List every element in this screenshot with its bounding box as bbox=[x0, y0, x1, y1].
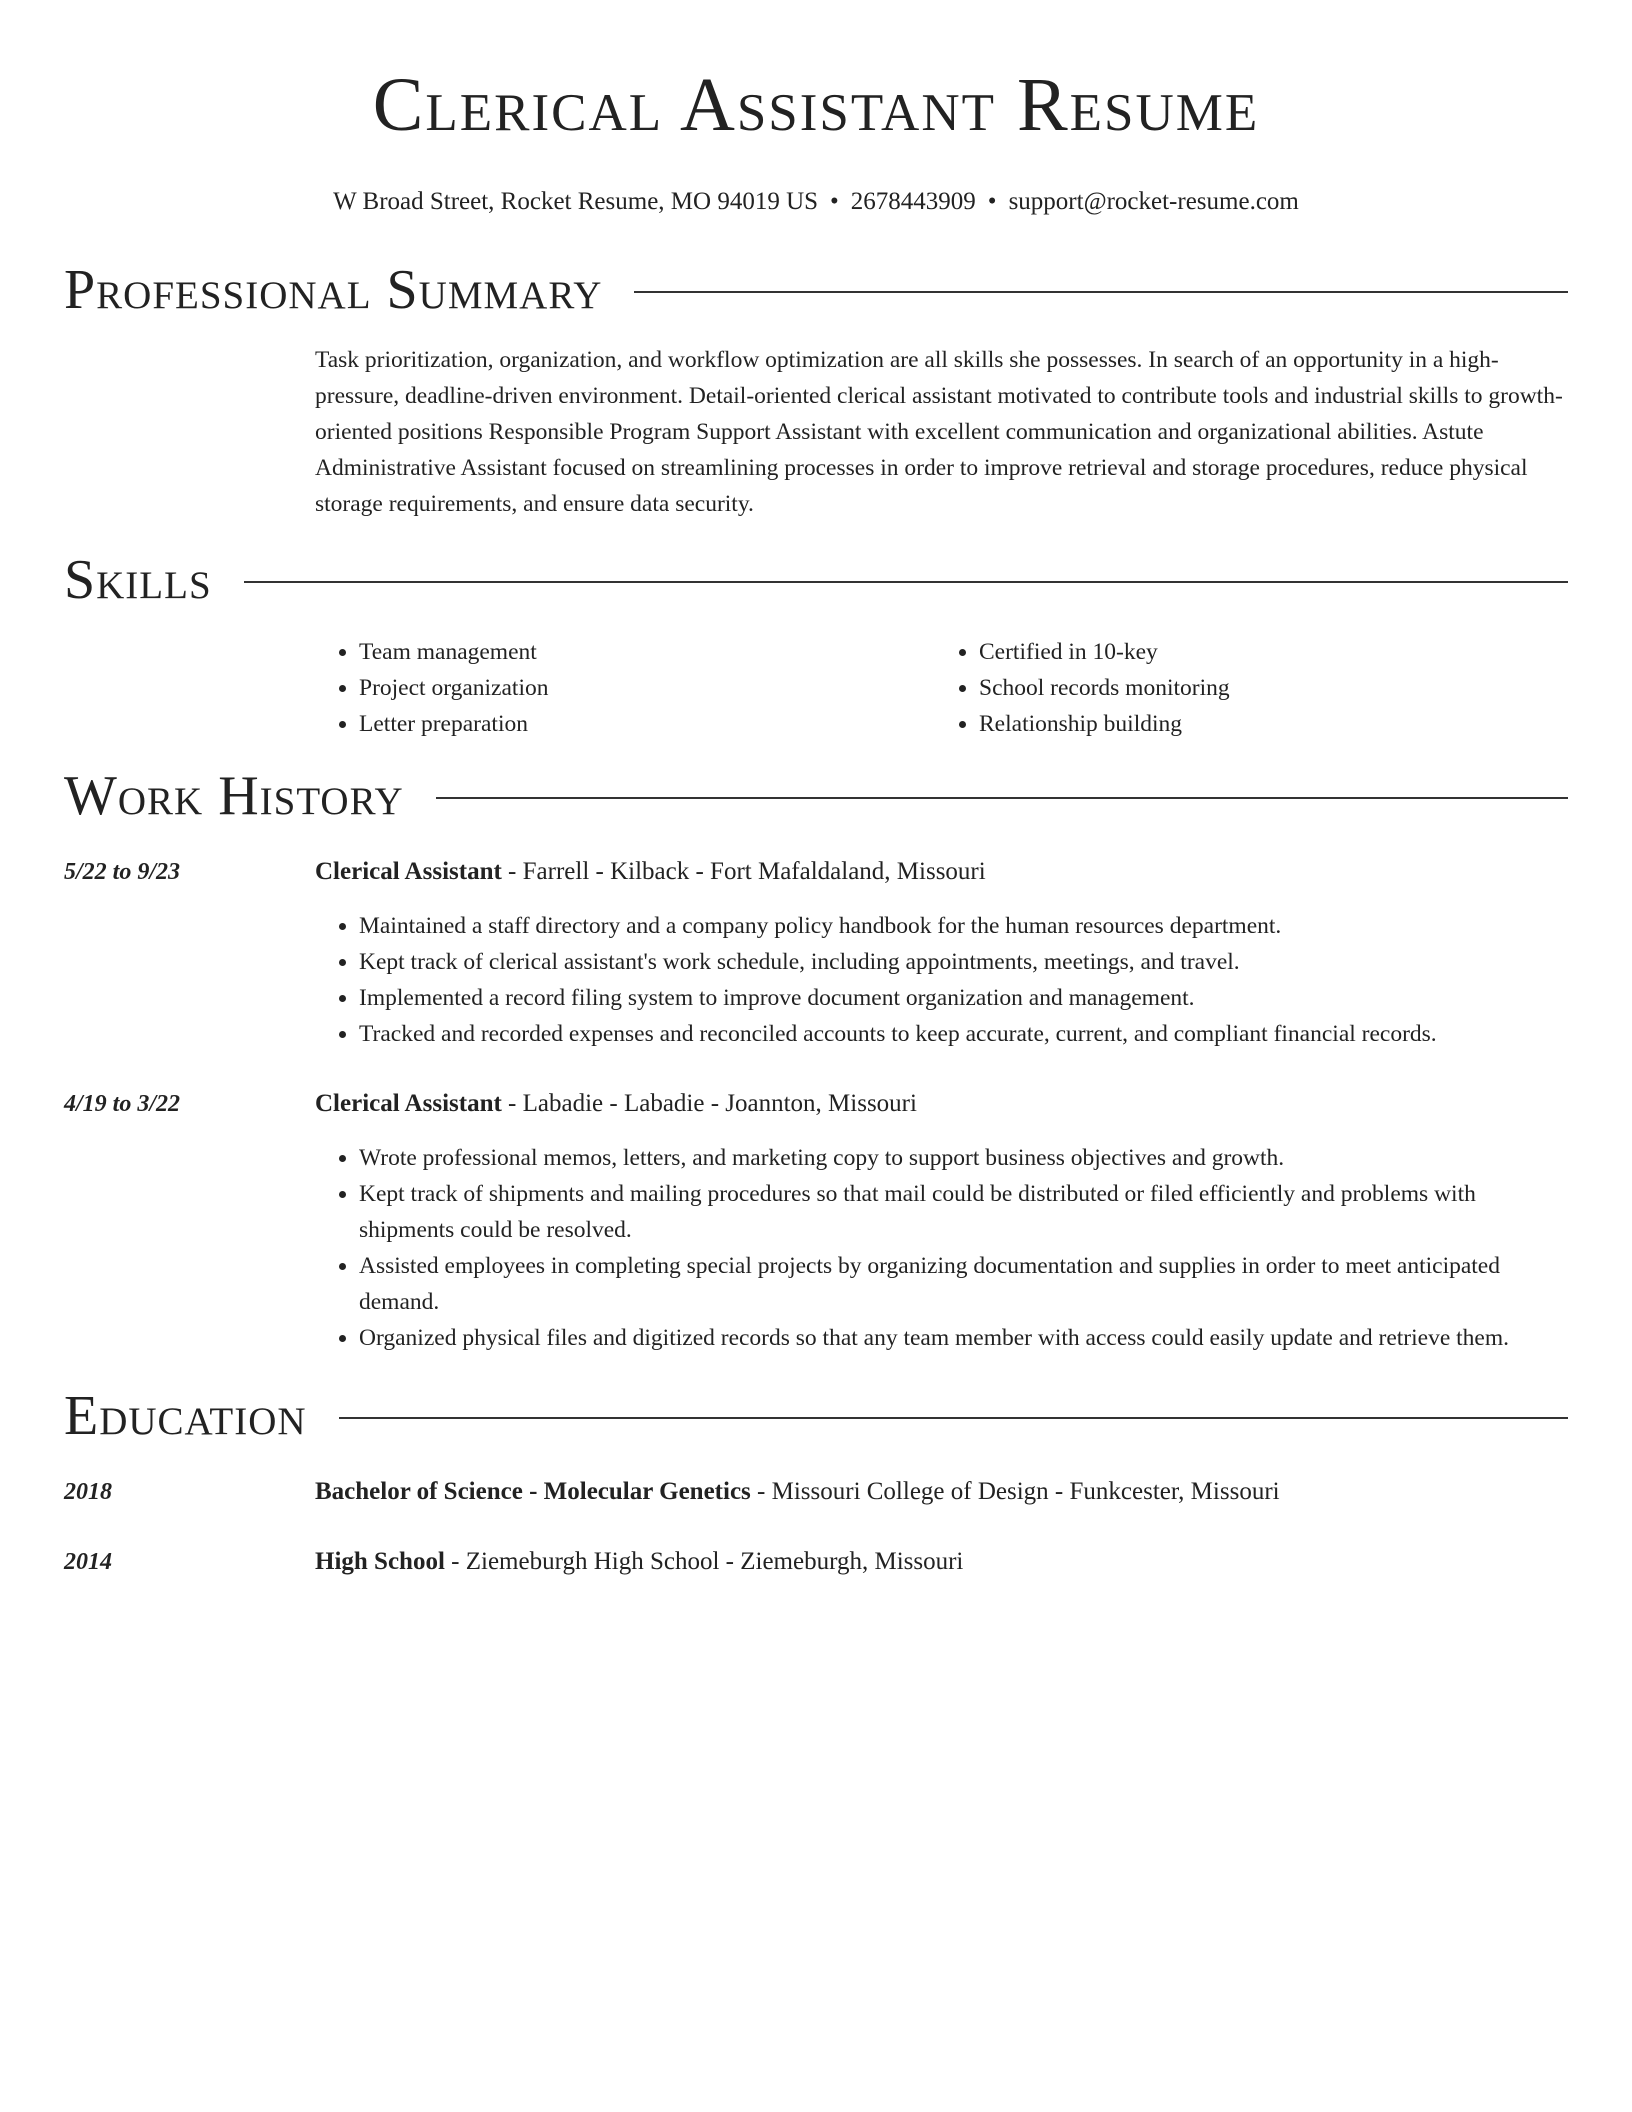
job-heading bbox=[315, 1086, 1568, 1122]
skill-item: • Team management bbox=[359, 634, 935, 670]
section-title-work: Work History bbox=[64, 765, 404, 827]
skill-item: • Letter preparation bbox=[359, 706, 935, 742]
education-details: - Missouri College of Design - Funkcester, Missouri bbox=[750, 1478, 1280, 1505]
job-body bbox=[315, 1086, 1568, 1356]
contact-line bbox=[64, 186, 1568, 218]
skills-list bbox=[315, 634, 1568, 742]
section-header-summary bbox=[64, 258, 1568, 322]
resume-title: Clerical Assistant Resume bbox=[372, 63, 1260, 147]
skill-item: • School records monitoring bbox=[979, 670, 1555, 706]
section-title-summary: Professional Summary bbox=[64, 259, 603, 321]
education-heading bbox=[315, 1474, 1280, 1510]
job-bullet: • Assisted employees in completing special projects by organizing documentation and supplies in order to meet anticipated demand. bbox=[359, 1248, 1568, 1320]
job-bullet: • Organized physical files and digitized records so that any team member with access could easily update and retrieve them. bbox=[359, 1320, 1568, 1356]
job-title: Clerical Assistant bbox=[315, 1090, 502, 1117]
section-header-skills bbox=[64, 548, 1568, 612]
job-bullets bbox=[315, 1140, 1568, 1356]
contact-phone: 2678443909 bbox=[850, 188, 976, 215]
education-entry bbox=[64, 1474, 1568, 1510]
section-divider bbox=[244, 581, 1568, 583]
education-year: 2018 bbox=[64, 1479, 112, 1505]
education-details: - Ziemeburgh High School - Ziemeburgh, Missouri bbox=[444, 1548, 964, 1575]
summary-text: Task prioritization, organization, and workflow optimization are all skills she possesses. In search of an opportunity in a high-pressure, deadline-driven environment. Detail-oriented clerical assistant motivated to contribute tools and industrial skills to growth-oriented positions Responsible Program Support Assistant with excellent communication and organizational abilities. Astute Administrative Assistant focused on streamlining processes in order to improve retrieval and storage procedures, reduce physical storage requirements, and ensure data security. bbox=[315, 347, 1563, 517]
section-divider bbox=[339, 1417, 1568, 1419]
job-bullet: • Tracked and recorded expenses and reconciled accounts to keep accurate, current, and compliant financial records. bbox=[359, 1016, 1568, 1052]
contact-address: W Broad Street, Rocket Resume, MO 94019 US bbox=[333, 188, 819, 215]
job-details: - Labadie - Labadie - Joannton, Missouri bbox=[501, 1090, 917, 1117]
job-heading bbox=[315, 854, 1568, 890]
section-divider bbox=[634, 291, 1568, 293]
skills-column-left bbox=[315, 634, 935, 742]
contact-separator: • bbox=[987, 188, 997, 215]
skill-item: • Project organization bbox=[359, 670, 935, 706]
section-header-education bbox=[64, 1384, 1568, 1448]
education-heading bbox=[315, 1544, 963, 1580]
section-title-skills: Skills bbox=[64, 549, 212, 611]
job-bullet: • Kept track of shipments and mailing procedures so that mail could be distributed or filed efficiently and problems with shipments could be resolved. bbox=[359, 1176, 1568, 1248]
job-dates: 5/22 to 9/23 bbox=[64, 859, 181, 885]
job-bullet: • Wrote professional memos, letters, and marketing copy to support business objectives and growth. bbox=[359, 1140, 1568, 1176]
job-details: - Farrell - Kilback - Fort Mafaldaland, Missouri bbox=[501, 858, 986, 885]
skill-item: • Relationship building bbox=[979, 706, 1555, 742]
job-bullet: • Implemented a record filing system to improve document organization and management. bbox=[359, 980, 1568, 1016]
skills-column-right bbox=[935, 634, 1555, 742]
job-entry bbox=[64, 854, 1568, 1052]
education-degree: Bachelor of Science - Molecular Genetics bbox=[315, 1478, 751, 1505]
job-title: Clerical Assistant bbox=[315, 858, 502, 885]
job-entry bbox=[64, 1086, 1568, 1356]
education-year: 2014 bbox=[64, 1549, 112, 1575]
education-degree: High School bbox=[315, 1548, 445, 1575]
education-entry bbox=[64, 1544, 1568, 1580]
section-header-work bbox=[64, 764, 1568, 828]
job-dates: 4/19 to 3/22 bbox=[64, 1091, 181, 1117]
job-body bbox=[315, 854, 1568, 1052]
section-divider bbox=[436, 797, 1568, 799]
skill-item: • Certified in 10-key bbox=[979, 634, 1555, 670]
contact-separator: • bbox=[830, 188, 839, 215]
job-bullet: • Maintained a staff directory and a company policy handbook for the human resources department. bbox=[359, 908, 1568, 944]
job-bullet: • Kept track of clerical assistant's work schedule, including appointments, meetings, and travel. bbox=[359, 944, 1568, 980]
job-bullets bbox=[315, 908, 1568, 1052]
contact-email: support@rocket-resume.com bbox=[1008, 188, 1299, 215]
section-title-education: Education bbox=[64, 1385, 307, 1447]
